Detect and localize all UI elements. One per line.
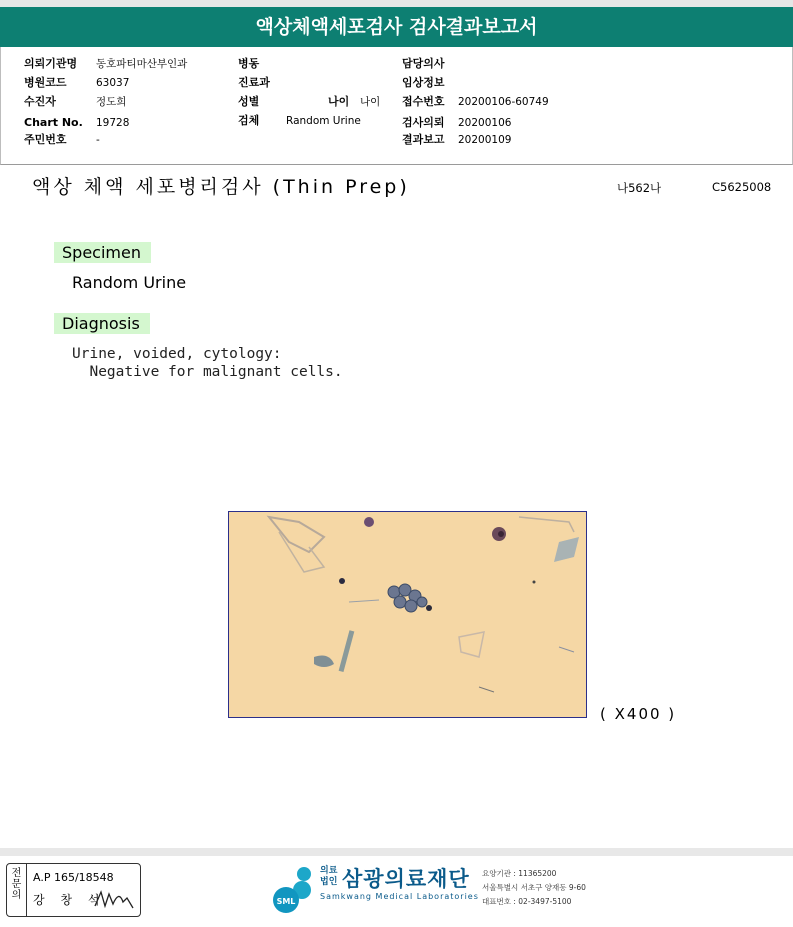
diagnosis-text: [72, 345, 343, 381]
specimen-label: Specimen: [54, 242, 151, 263]
info-row-resident-no: [24, 133, 100, 147]
info-key: 성별: [238, 95, 260, 108]
info-row-specimen: [238, 114, 361, 128]
info-row-receipt-no: [402, 95, 549, 109]
info-row-request-date: [402, 116, 511, 130]
doctor-name: 강 창 석: [33, 893, 106, 907]
info-row-ward: [238, 57, 286, 71]
diagnosis-line-2: Negative for malignant cells.: [72, 364, 343, 380]
info-key: 검사의뢰: [402, 116, 445, 129]
diagnosis-line-1: Urine, voided, cytology:: [72, 346, 282, 362]
micrograph-illustration: [229, 512, 586, 717]
organization-name: 삼광의료재단: [342, 867, 470, 891]
info-value: 동호파티마산부인과: [96, 58, 188, 70]
info-row-doctor: [402, 57, 458, 71]
corp-type-line-1: 의료: [320, 866, 338, 876]
address: 서울특별시 서초구 양재동 9-60: [482, 883, 586, 892]
organization-name-en: Samkwang Medical Laboratories: [320, 892, 479, 901]
patient-info-box: [0, 47, 793, 165]
info-key: 결과보고: [402, 133, 445, 146]
info-key: Chart No.: [24, 116, 83, 129]
info-row-clinical-info: [402, 76, 458, 90]
info-key: 병원코드: [24, 76, 67, 89]
info-row-hospital-code: [24, 76, 129, 90]
specimen-value: Random Urine: [72, 273, 187, 292]
info-key: 담당의사: [402, 57, 445, 70]
info-row-report-date: [402, 133, 511, 147]
magnification-label: ( X400 ): [600, 705, 677, 723]
corp-type-line-2: 법인: [320, 877, 338, 887]
info-key: 검체: [238, 114, 260, 127]
institution-code: 요양기관 : 11365200: [482, 869, 557, 878]
info-row-institution: [24, 57, 187, 71]
info-value: 20200109: [458, 134, 512, 146]
info-row-department: [238, 76, 286, 90]
phone-number: 대표번호 : 02-3497-5100: [482, 897, 572, 906]
info-key: 의뢰기관명: [24, 57, 78, 70]
info-row-age: [328, 95, 380, 109]
info-key: 수진자: [24, 95, 56, 108]
logo-text: SML: [276, 897, 296, 906]
pathologist-signature-box: [6, 863, 141, 917]
info-value: 20200106: [458, 117, 512, 129]
info-value: 나이: [360, 96, 381, 108]
info-row-patient: [24, 95, 126, 109]
info-key: 접수번호: [402, 95, 445, 108]
info-key: 나이: [328, 95, 350, 108]
info-value: 19728: [96, 117, 130, 129]
info-value: 63037: [96, 77, 130, 89]
report-code-1: 나562나: [617, 181, 662, 195]
top-strip: [0, 0, 793, 7]
diagnosis-label: Diagnosis: [54, 313, 150, 334]
info-key: 병동: [238, 57, 260, 70]
report-code-2: C5625008: [712, 180, 772, 194]
info-key: 주민번호: [24, 133, 67, 146]
info-key: 임상정보: [402, 76, 445, 89]
info-value: -: [96, 134, 100, 146]
info-row-chart-no: [24, 116, 129, 130]
ap-number: A.P 165/18548: [33, 871, 114, 884]
info-value: Random Urine: [286, 115, 361, 127]
specialist-vertical-label: 전문의: [7, 864, 27, 916]
signature-image: [93, 888, 137, 912]
corporation-type: [320, 866, 337, 888]
info-key: 진료과: [238, 76, 270, 89]
micrograph-image: [228, 511, 587, 718]
sml-logo-icon: [268, 862, 318, 914]
footer-divider: [0, 848, 793, 856]
info-value: 정도희: [96, 96, 127, 108]
info-row-sex: [238, 95, 286, 109]
report-header-title: 액상체액세포검사 검사결과보고서: [0, 7, 793, 47]
report-title: 액상 체액 세포병리검사 (Thin Prep): [32, 176, 410, 198]
info-value: 20200106-60749: [458, 96, 549, 108]
